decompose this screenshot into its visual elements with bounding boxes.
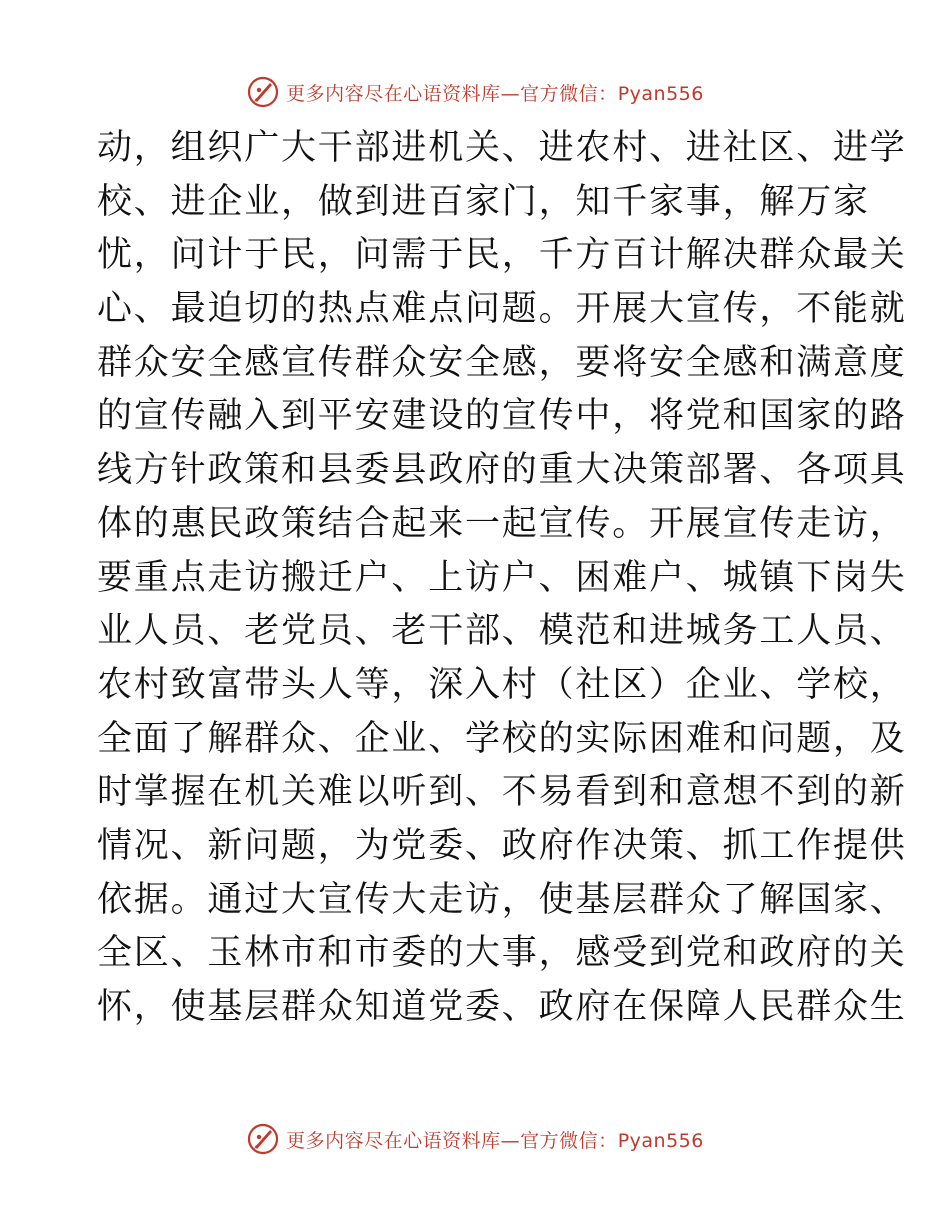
body-line: 农村致富带头人等，深入村（社区）企业、学校， bbox=[97, 664, 907, 705]
footer-wechat-id: Pyan556 bbox=[617, 1129, 704, 1152]
footer-banner-text bbox=[286, 1126, 704, 1153]
body-line: 线方针政策和县委县政府的重大决策部署、各项具 bbox=[97, 450, 907, 491]
body-line: 的宣传融入到平安建设的宣传中，将党和国家的路 bbox=[97, 396, 907, 437]
footer-separator: — bbox=[500, 1129, 521, 1152]
footer-banner bbox=[0, 1117, 950, 1161]
body-line: 怀，使基层群众知道党委、政府在保障人民群众生 bbox=[97, 987, 907, 1027]
body-line: 动，组织广大干部进机关、进农村、进社区、进学 bbox=[97, 128, 907, 168]
header-banner-text bbox=[286, 79, 704, 106]
header-wechat-label: 官方微信： bbox=[520, 82, 618, 105]
body-line: 校、进企业，做到进百家门，知千家事，解万家 bbox=[97, 181, 870, 222]
body-line: 群众安全感宣传群众安全感，要将安全感和满意度 bbox=[97, 342, 907, 383]
body-line: 体的惠民政策结合起来一起宣传。开展宣传走访， bbox=[97, 503, 907, 544]
header-separator: — bbox=[500, 82, 521, 105]
body-line: 时掌握在机关难以听到、不易看到和意想不到的新 bbox=[97, 772, 907, 813]
body-line: 情况、新问题，为党委、政府作决策、抓工作提供 bbox=[97, 825, 907, 866]
body-line: 全区、玉林市和市委的大事，感受到党和政府的关 bbox=[97, 933, 907, 974]
header-brand-text: 更多内容尽在心语资料库 bbox=[286, 82, 501, 105]
footer-brand-text: 更多内容尽在心语资料库 bbox=[286, 1129, 501, 1152]
header-wechat-id: Pyan556 bbox=[617, 82, 704, 105]
document-body bbox=[97, 122, 907, 1035]
footer-wechat-label: 官方微信： bbox=[520, 1129, 618, 1152]
quill-pen-logo-icon bbox=[246, 1122, 280, 1156]
quill-pen-logo-icon bbox=[246, 75, 280, 109]
body-line: 心、最迫切的热点难点问题。开展大宣传，不能就 bbox=[97, 289, 907, 330]
body-line: 依据。通过大宣传大走访，使基层群众了解国家、 bbox=[97, 879, 907, 920]
body-line: 忧，问计于民，问需于民，千方百计解决群众最关 bbox=[97, 235, 907, 276]
header-banner bbox=[0, 70, 950, 114]
body-line: 要重点走访搬迁户、上访户、困难户、城镇下岗失 bbox=[97, 557, 907, 598]
body-line: 全面了解群众、企业、学校的实际困难和问题，及 bbox=[97, 718, 907, 759]
body-line: 业人员、老党员、老干部、模范和进城务工人员、 bbox=[97, 611, 907, 652]
